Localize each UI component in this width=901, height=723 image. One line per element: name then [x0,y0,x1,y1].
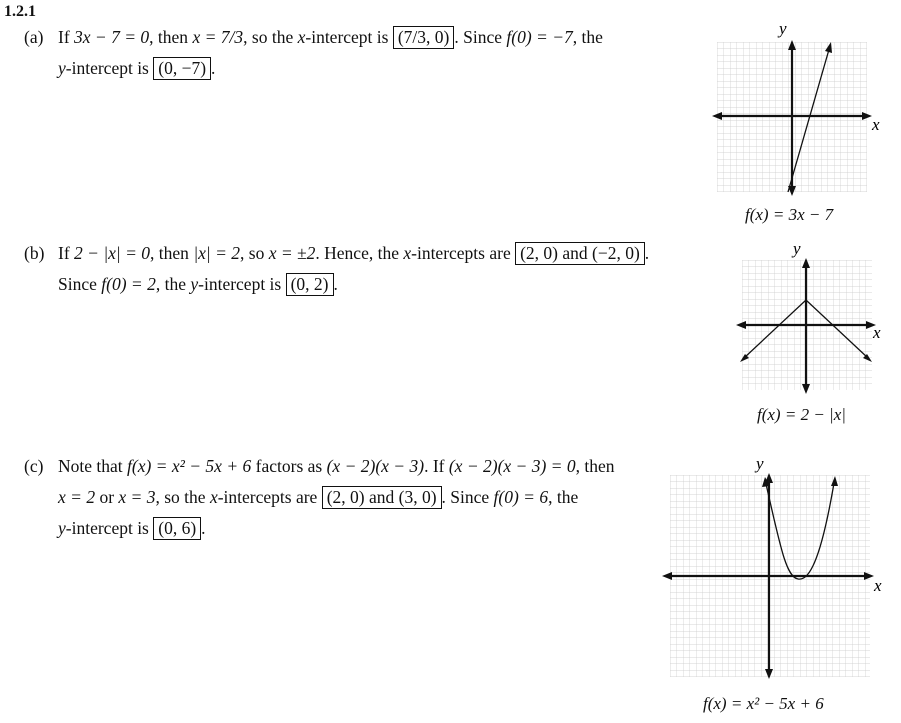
text: or [95,487,119,507]
math: x = 2 [58,487,96,507]
text: , the [572,27,603,47]
text: , so [240,243,269,263]
problem-b-line-1 [58,238,649,269]
problem-a-line-2 [58,53,215,84]
math: y [58,518,66,538]
problem-c-line-1 [58,451,615,482]
text: . [211,58,216,78]
math: f(0) = 6 [493,487,549,507]
problem-b-line-2 [58,269,338,300]
arrow-icon [662,572,672,580]
text: , then [150,243,194,263]
math: f(0) = −7 [506,27,573,47]
x-axis-label: x [873,323,881,342]
problem-label: (b) [24,243,45,263]
answer-box: (0, −7) [153,57,211,80]
text: , then [575,456,615,476]
math: f(0) = 2 [101,274,156,294]
text: Note that [58,456,128,476]
graph-a-caption: f(x) = 3x − 7 [745,205,834,224]
text: . Hence, the [315,243,404,263]
text: , the [548,487,579,507]
text: . If [424,456,449,476]
math: f(x) = x² − 5x + 6 [127,456,252,476]
problem-c [24,451,664,551]
text: factors as [251,456,327,476]
graph-c [662,455,892,685]
math: 2 − |x| = 0 [74,243,151,263]
x-axis-label: x [874,576,882,595]
text: If [58,243,75,263]
text: -intercept is [305,27,393,47]
math: x = 7/3 [192,27,244,47]
math: y [190,274,199,294]
problem-a-line-1 [58,22,603,53]
text: -intercepts are [217,487,322,507]
arrow-icon [736,321,746,329]
text: , so the [243,27,298,47]
problem-a [24,22,704,92]
math: x [209,487,218,507]
problem-c-line-3 [58,513,206,544]
text: -intercept is [65,58,154,78]
text: , then [149,27,193,47]
math: x = ±2 [268,243,316,263]
math: y [58,58,66,78]
graph-a [712,20,892,200]
text: , so the [155,487,210,507]
text: . [201,518,206,538]
math: (x − 2)(x − 3) = 0 [448,456,576,476]
problem-b [24,238,744,308]
math: x [297,27,306,47]
y-axis-label: y [779,20,787,38]
text: -intercept is [198,274,286,294]
answer-box: (0, 6) [153,517,201,540]
text: . Since [454,27,507,47]
text: -intercept is [65,518,154,538]
text: . Since [441,487,494,507]
text: , the [155,274,191,294]
section-number: 1.2.1 [4,3,36,20]
text: -intercepts are [411,243,516,263]
graph-c-caption: f(x) = x² − 5x + 6 [703,694,824,713]
text: If [58,27,75,47]
y-axis-label: y [793,240,801,258]
problem-c-line-2 [58,482,578,513]
problem-label: (a) [24,27,44,47]
graph-b [730,240,885,400]
answer-box: (2, 0) and (−2, 0) [515,242,645,265]
y-axis-label: y [756,455,764,473]
text: . [644,243,650,263]
text: Since [58,274,102,294]
math: x = 3 [118,487,156,507]
math: x [403,243,412,263]
x-axis-label: x [872,115,880,134]
answer-box: (0, 2) [286,273,334,296]
problem-label: (c) [24,456,44,476]
math: |x| = 2 [193,243,241,263]
math: (x − 2)(x − 3) [326,456,425,476]
answer-box: (2, 0) and (3, 0) [322,486,442,509]
graph-b-caption: f(x) = 2 − |x| [757,405,846,424]
text: . [333,274,338,294]
math: 3x − 7 = 0 [74,27,150,47]
answer-box: (7/3, 0) [393,26,455,49]
